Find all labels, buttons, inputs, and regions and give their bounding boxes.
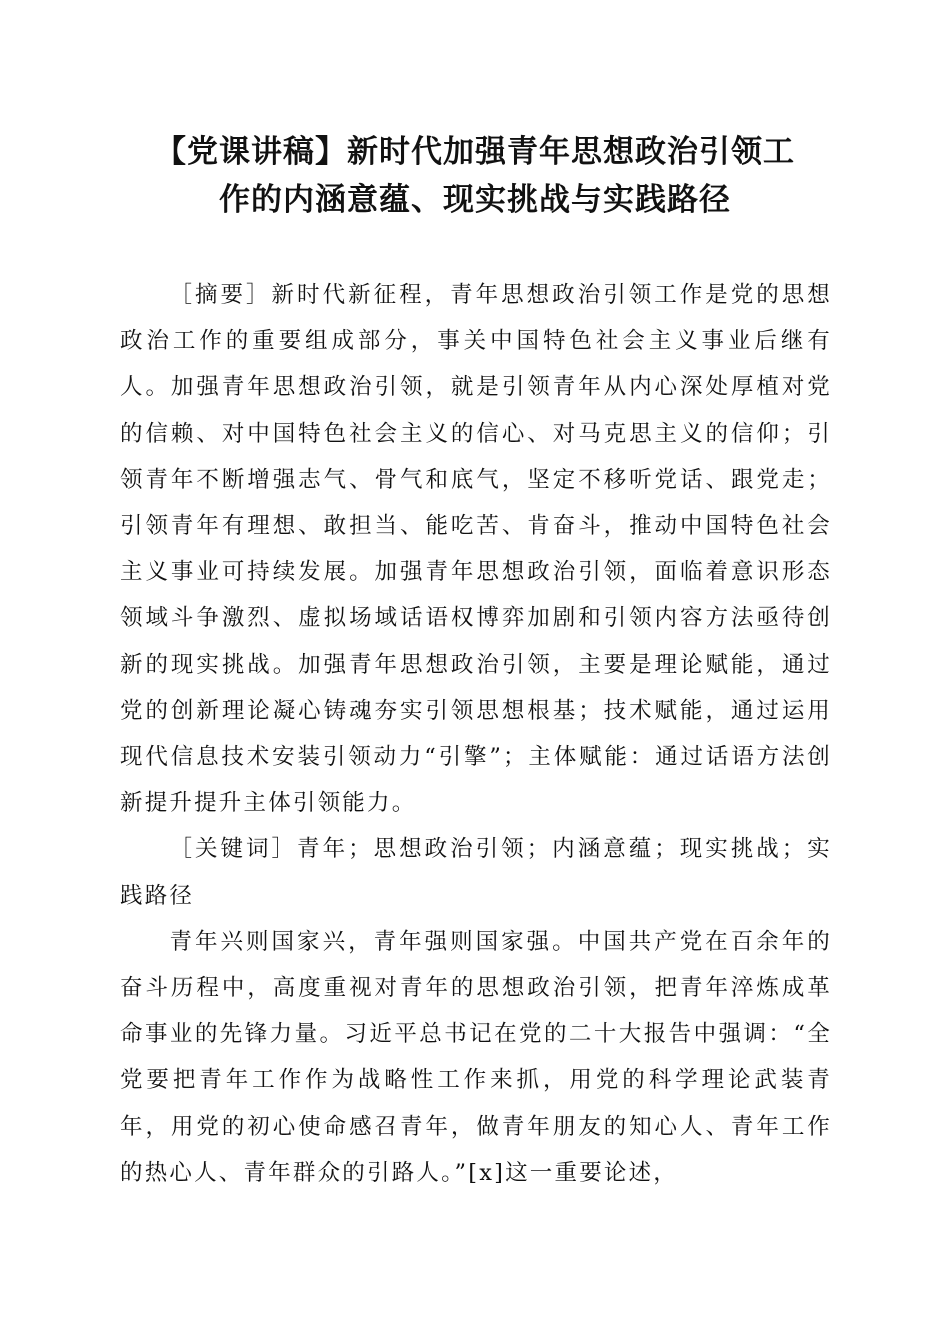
keywords-paragraph: ［关键词］青年；思想政治引领；内涵意蕴；现实挑战；实践路径 [120,836,832,909]
document-body [120,272,832,1196]
document-title [110,128,840,224]
abstract-paragraph: ［摘要］新时代新征程，青年思想政治引领工作是党的思想政治工作的重要组成部分，事关中国特色社会主义事业后继有人。加强青年思想政治引领，就是引领青年从内心深处厚植对党的信赖、对中国特色社会主义的信心、对马克思主义的信仰；引领青年不断增强志气、骨气和底气，坚定不移听党话、跟党走；引领青年有理想、敢担当、能吃苦、肯奋斗，推动中国特色社会主义事业可持续发展。加强青年思想政治引领，面临着意识形态领域斗争激烈、虚拟场域话语权博弈加剧和引领内容方法亟待创新的现实挑战。加强青年思想政治引领，主要是理论赋能，通过党的创新理论凝心铸魂夯实引领思想根基；技术赋能，通过运用现代信息技术安装引领动力“引擎”；主体赋能：通过话语方法创新提升提升主体引领能力。 [120,282,832,817]
intro-paragraph: 青年兴则国家兴，青年强则国家强。中国共产党在百余年的奋斗历程中，高度重视对青年的思想政治引领，把青年淬炼成革命事业的先锋力量。习近平总书记在党的二十大报告中强调：“全党要把青年工作作为战略性工作来抓，用党的科学理论武装青年，用党的初心使命感召青年，做青年朋友的知心人、青年工作的热心人、青年群众的引路人。”[x]这一重要论述， [120,928,832,1186]
title-line-2: 作的内涵意蕴、现实挑战与实践路径 [219,182,731,218]
title-line-1: 【党课讲稿】新时代加强青年思想政治引领工 [155,134,795,170]
